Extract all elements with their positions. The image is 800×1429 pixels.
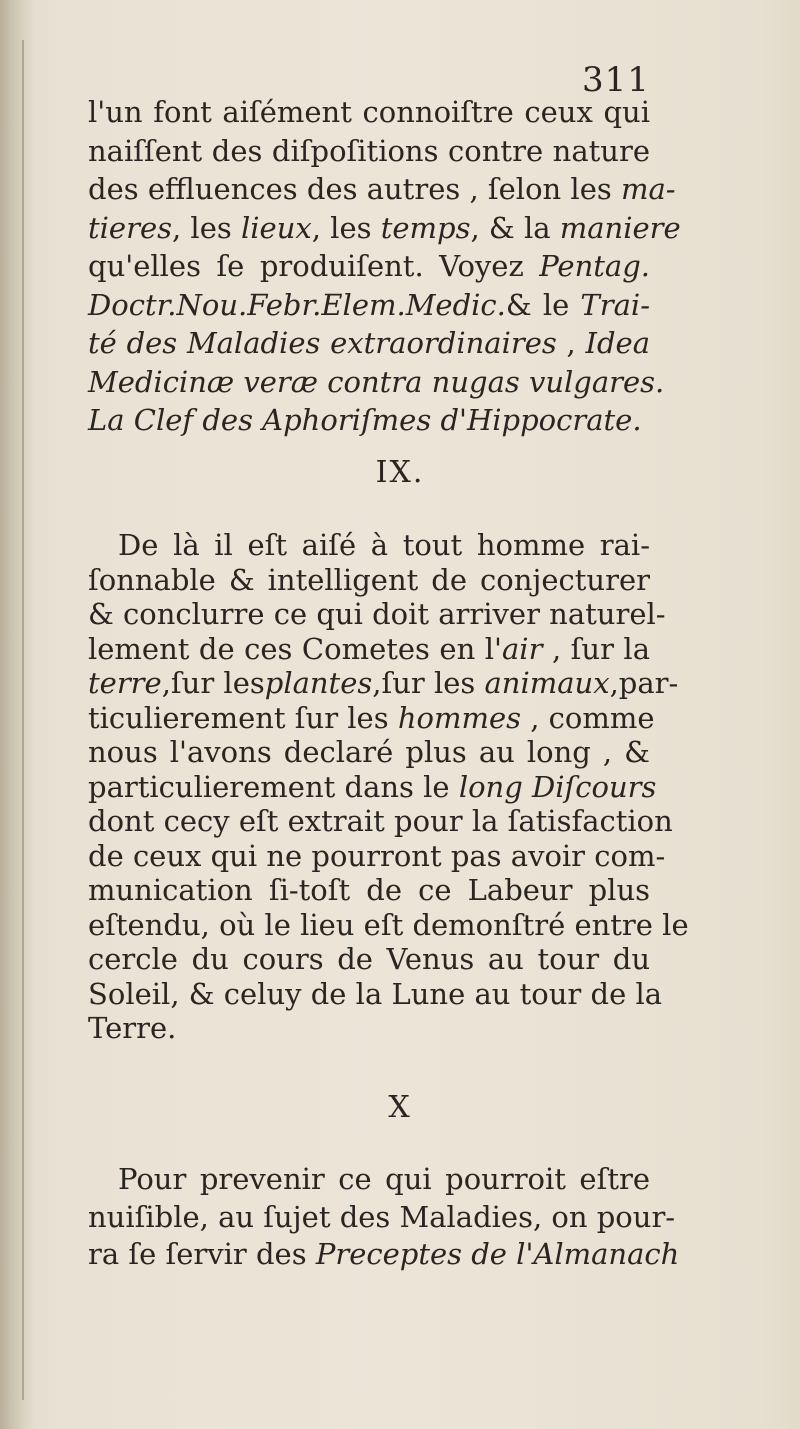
italic-text-run: air	[502, 631, 543, 666]
italic-text-run: plantes	[264, 666, 373, 700]
italic-text-run: hommes	[397, 700, 522, 735]
italic-text-run: lieux	[240, 210, 312, 245]
text-line	[118, 528, 650, 562]
text-line	[88, 95, 650, 129]
text-run: Pour prevenir ce qui pourroit eſtre	[118, 1162, 650, 1196]
italic-text-run: tieres	[88, 210, 172, 245]
text-run: , ſur la	[542, 631, 650, 666]
text-run: nuiſible, au ſujet des Maladies, on pour-	[88, 1199, 676, 1234]
text-run: dont cecy eſt extrait pour la ſatisfaction	[88, 804, 673, 838]
text-run: De là il eſt aiſé à tout homme rai-	[118, 528, 650, 562]
text-run: ra ſe ſervir des	[88, 1237, 316, 1271]
italic-text-run: Idea	[585, 326, 650, 360]
text-run: ,par-	[609, 666, 679, 700]
text-run: lement de ces Cometes en l'	[88, 631, 503, 666]
text-run: Terre.	[88, 1011, 177, 1045]
text-run: nous l'avons declaré plus au long , &	[88, 735, 650, 769]
italic-text-run: Medicinæ veræ contra nugas vulgares.	[88, 364, 665, 399]
text-line	[88, 666, 679, 700]
text-line	[88, 907, 689, 942]
text-line	[88, 873, 650, 907]
text-run: ſonnable & intelligent de conjecturer	[88, 562, 650, 597]
text-run: & le	[505, 287, 581, 322]
text-run: , & la	[470, 210, 560, 245]
text-line	[88, 288, 650, 322]
binding-edge-line	[22, 40, 24, 1400]
text-run: naiſſent des diſpoſitions contre nature	[88, 133, 650, 168]
text-run: & conclurre ce qui doit arriver naturel-	[88, 597, 666, 631]
italic-text-run: Trai-	[580, 287, 650, 322]
text-run: particulierement dans le	[88, 769, 459, 804]
text-run: , les	[172, 210, 241, 245]
text-line	[88, 563, 650, 597]
text-line	[88, 1011, 650, 1045]
italic-text-run: temps	[380, 210, 471, 245]
text-line	[88, 597, 666, 631]
text-line	[118, 1162, 650, 1196]
text-run: eſtendu, où le lieu eſt demonſtré entre le	[88, 907, 689, 942]
text-run: cercle du cours de Venus au tour du	[88, 942, 650, 976]
text-line	[88, 769, 657, 804]
text-line	[88, 1237, 680, 1271]
italic-text-run: maniere	[559, 210, 681, 245]
text-line	[88, 1199, 676, 1234]
text-run: de ceux qui ne pourront pas avoir com-	[88, 838, 666, 873]
italic-text-run: té des Maladies extraordinaires	[88, 326, 557, 360]
text-run: qu'elles ſe produiſent. Voyez	[88, 249, 540, 283]
text-line	[88, 249, 650, 283]
italic-text-run: animaux	[484, 666, 610, 700]
section-heading-x: X	[388, 1090, 412, 1125]
text-line	[88, 976, 663, 1011]
text-line	[88, 172, 676, 206]
text-run: , comme	[521, 700, 655, 735]
text-line	[88, 364, 665, 399]
text-line	[88, 838, 666, 873]
text-run: des effluences des autres , ſelon les	[88, 172, 621, 206]
text-line	[88, 134, 650, 168]
text-line	[88, 632, 650, 666]
text-run: l'un font aiſément connoiſtre ceux qui	[88, 95, 650, 129]
italic-text-run: Pentag.	[539, 249, 650, 283]
italic-text-run: long Diſcours	[458, 769, 657, 804]
text-line	[88, 700, 655, 735]
italic-text-run: terre	[88, 666, 162, 700]
text-line	[88, 735, 650, 769]
text-run: munication ſi-toſt de ce Labeur plus	[88, 873, 650, 907]
text-line	[88, 326, 650, 360]
text-run: Soleil, & celuy de la Lune au tour de la	[88, 976, 663, 1011]
italic-text-run: La Clef des Aphoriſmes d'Hippocrate.	[88, 403, 642, 437]
italic-text-run: ma-	[620, 172, 676, 206]
text-line	[88, 210, 681, 245]
text-line	[88, 804, 673, 838]
section-heading-ix: IX.	[375, 455, 425, 490]
italic-text-run: Doctr.Nou.Febr.Elem.Medic.	[88, 287, 506, 322]
text-line	[88, 942, 650, 976]
page-number: 311	[582, 60, 650, 100]
text-line	[88, 403, 650, 437]
text-run: ,ſur les	[372, 666, 485, 700]
text-run: ,ſur les	[161, 666, 265, 700]
italic-text-run: Preceptes de l'Almanach	[315, 1237, 680, 1271]
page-binding-shadow	[0, 0, 34, 1429]
text-run: ticulierement ſur les	[88, 700, 398, 735]
text-run: ,	[556, 326, 586, 360]
text-run: , les	[311, 210, 381, 245]
